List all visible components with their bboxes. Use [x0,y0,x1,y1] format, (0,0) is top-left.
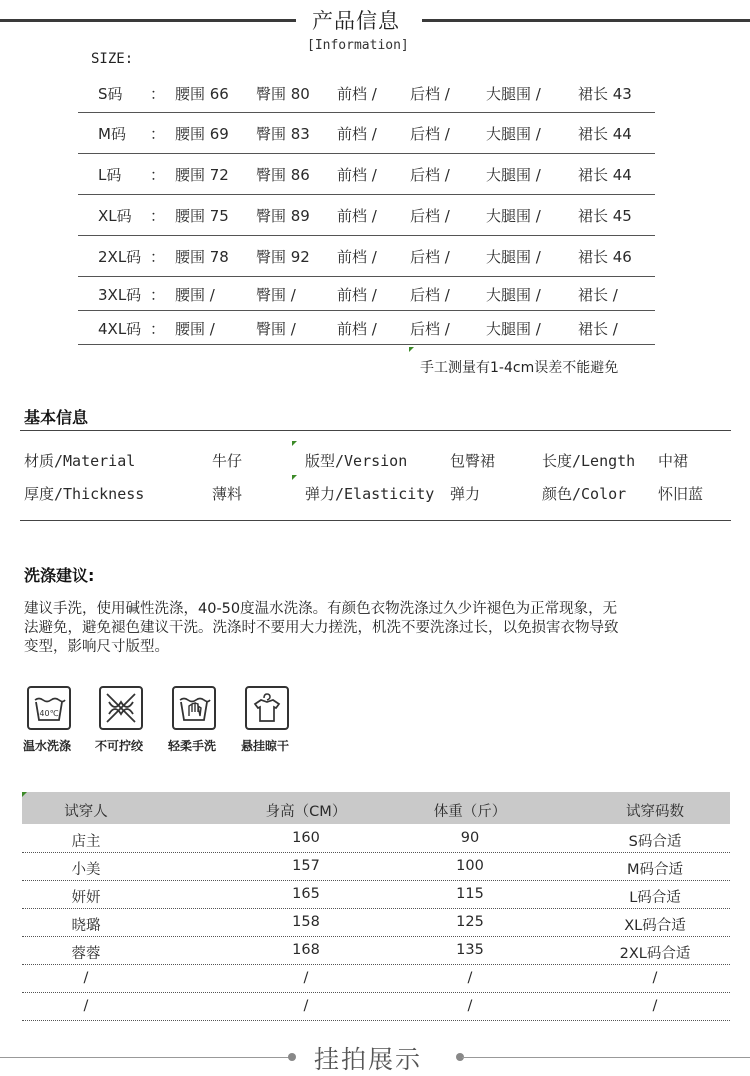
header-rule-right [422,19,750,22]
size-cell: 臀围 / [256,286,296,304]
model-table-cell: 100 [456,858,484,874]
size-cell: 腰围 66 [175,85,229,103]
care-label: 不可拧绞 [95,739,144,753]
model-table-row-divider [22,964,730,965]
model-table-cell: XL码合适 [624,918,686,934]
size-cell: ： [150,166,166,184]
model-table-cell: / [652,998,658,1014]
size-cell: 裙长 44 [578,166,632,184]
model-table-row-divider [22,852,730,853]
info-key: 弹力/Elasticity [305,485,435,503]
size-cell: 大腿围 / [486,85,541,103]
section-title-product-info: 产品信息 [312,9,400,33]
care-label: 轻柔手洗 [168,739,217,753]
size-cell: 后档 / [410,248,450,266]
model-table-row-divider [22,1020,730,1021]
model-table-column-header: 试穿人 [64,804,108,820]
model-table-cell: L码合适 [629,890,681,906]
section-subtitle: [Information] [307,38,409,53]
marker-triangle [292,441,297,446]
size-cell: 后档 / [410,166,450,184]
wash-temp-text: 40℃ [39,709,59,718]
model-table-cell: 115 [456,886,484,902]
size-cell: 前档 / [337,286,377,304]
model-table-cell: / [303,998,309,1014]
wash-line: 法避免，避免褪色建议干洗。洗涤时不要用大力搓洗，机洗不要洗涤过长，以免损害衣物导致 [24,620,619,636]
size-name: XL码 [98,207,132,225]
model-table-cell: 125 [456,914,484,930]
size-cell: 腰围 75 [175,207,229,225]
size-cell: 裙长 / [578,320,618,338]
warm-water-wash-icon [27,686,71,730]
size-row-divider [78,310,655,311]
size-cell: 腰围 72 [175,166,229,184]
size-cell: 前档 / [337,320,377,338]
model-table-cell: 160 [292,830,320,846]
size-cell: 大腿围 / [486,125,541,143]
model-table-cell: 店主 [71,834,101,850]
gentle-hand-wash-icon [172,686,216,730]
size-row-divider [78,344,655,345]
model-table-cell: / [652,970,658,986]
model-table-cell: / [83,970,89,986]
size-cell: 腰围 69 [175,125,229,143]
basic-info-bottom-rule [20,520,731,521]
basic-info-top-rule [20,430,731,431]
size-cell: 大腿围 / [486,320,541,338]
model-table-column-header: 试穿码数 [626,804,684,820]
size-cell: 臀围 / [256,320,296,338]
size-name: 2XL码 [98,248,142,266]
model-table-row-divider [22,880,730,881]
wash-title: 洗涤建议: [24,566,95,585]
size-cell: ： [150,320,166,338]
size-cell: 前档 / [337,207,377,225]
size-cell: 后档 / [410,85,450,103]
model-table-cell: / [303,970,309,986]
basic-info-title: 基本信息 [24,408,89,427]
model-table-cell: 158 [292,914,320,930]
model-table-cell: 168 [292,942,320,958]
wash-line: 建议手洗，使用碱性洗涤，40-50度温水洗涤。有颜色衣物洗涤过久少许褪色为正常现象，无 [24,601,618,617]
footer-title: 挂拍展示 [314,1045,423,1074]
wash-paragraph [24,600,736,657]
do-not-wring-icon [99,686,143,730]
size-cell: 裙长 / [578,286,618,304]
size-cell: 腰围 / [175,286,215,304]
care-label: 悬挂晾干 [241,739,290,753]
size-cell: 大腿围 / [486,166,541,184]
model-table-row-divider [22,992,730,993]
model-table-cell: 165 [292,886,320,902]
care-label: 温水洗涤 [23,739,72,753]
size-cell: 后档 / [410,320,450,338]
size-name: S码 [98,85,123,103]
size-cell: 大腿围 / [486,286,541,304]
wash-line: 变型，影响尺寸版型。 [24,639,169,655]
model-table-cell: 蓉蓉 [71,946,101,962]
size-cell: 前档 / [337,125,377,143]
measure-note: 手工测量有1-4cm误差不能避免 [420,360,619,376]
size-cell: 前档 / [337,85,377,103]
size-name: 4XL码 [98,320,142,338]
size-cell: 大腿围 / [486,207,541,225]
model-table-column-header: 身高（CM） [265,804,347,820]
size-cell: 裙长 44 [578,125,632,143]
size-cell: 前档 / [337,248,377,266]
model-table-cell: S码合适 [628,834,682,850]
size-cell: 臀围 83 [256,125,310,143]
info-key: 材质/Material [24,452,136,470]
model-table-cell: 2XL码合适 [619,946,691,962]
size-cell: 后档 / [410,125,450,143]
size-cell: 臀围 80 [256,85,310,103]
size-cell: 后档 / [410,286,450,304]
size-label: SIZE: [91,51,134,67]
model-table-cell: 90 [460,830,480,846]
model-table-cell: / [83,998,89,1014]
model-table-column-header: 体重（斤） [433,804,507,820]
size-cell: 前档 / [337,166,377,184]
size-name: 3XL码 [98,286,142,304]
size-cell: 臀围 89 [256,207,310,225]
model-table-cell: M码合适 [626,862,684,878]
model-table-cell: 小美 [71,862,101,878]
size-cell: 臀围 86 [256,166,310,184]
model-table-row-divider [22,908,730,909]
model-table-cell: / [467,998,473,1014]
model-table-header [22,792,730,824]
size-cell: 后档 / [410,207,450,225]
info-value: 薄料 [212,485,243,503]
size-cell: ： [150,286,166,304]
info-key: 厚度/Thickness [24,485,145,503]
marker-triangle [409,347,414,352]
size-cell: ： [150,85,166,103]
info-value: 弹力 [450,485,481,503]
info-key: 长度/Length [542,452,636,470]
size-row-divider [78,194,655,195]
model-table-cell: 晓璐 [71,918,101,934]
size-name: L码 [98,166,122,184]
model-table-cell: 妍妍 [71,890,101,906]
info-key: 颜色/Color [542,485,627,503]
size-cell: 裙长 46 [578,248,632,266]
size-cell: 裙长 45 [578,207,632,225]
size-row-divider [78,276,655,277]
size-cell: 裙长 43 [578,85,632,103]
model-table-row-divider [22,936,730,937]
info-value: 怀旧蓝 [658,485,704,503]
size-row-divider [78,112,655,113]
footer-dot-left [288,1053,296,1061]
model-table-cell: / [467,970,473,986]
size-row-divider [78,153,655,154]
info-value: 中裙 [658,452,689,470]
model-table-cell: 135 [456,942,484,958]
size-cell: ： [150,125,166,143]
footer-rule-left [0,1057,290,1058]
marker-triangle [292,475,297,480]
size-cell: 大腿围 / [486,248,541,266]
size-cell: ： [150,248,166,266]
header-rule-left [0,19,296,22]
info-value: 包臀裙 [450,452,496,470]
info-key: 版型/Version [305,452,408,470]
size-name: M码 [98,125,126,143]
size-cell: 腰围 78 [175,248,229,266]
hang-dry-icon [245,686,289,730]
footer-rule-right [462,1057,750,1058]
info-value: 牛仔 [212,452,243,470]
size-cell: ： [150,207,166,225]
size-cell: 臀围 92 [256,248,310,266]
size-cell: 腰围 / [175,320,215,338]
marker-triangle [22,792,27,797]
size-row-divider [78,235,655,236]
model-table-cell: 157 [292,858,320,874]
